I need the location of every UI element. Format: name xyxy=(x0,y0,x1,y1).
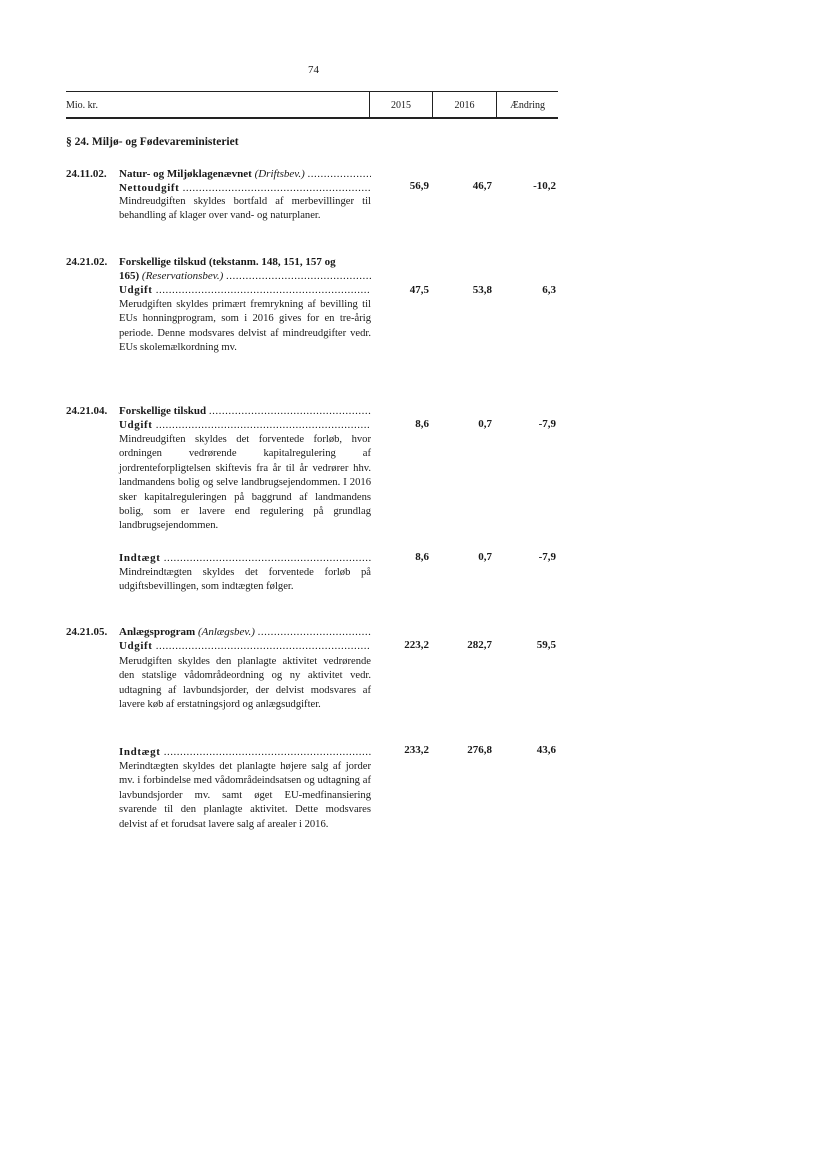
header-unit: Mio. kr. xyxy=(66,100,98,111)
item-description: Mindreudgiften skyldes bortfald af merbevillinger til behandling af klager over vand- og naturplaner. xyxy=(119,196,371,222)
item-label-text: Indtægt xyxy=(119,746,161,758)
entry-code: 24.21.05. xyxy=(66,626,108,638)
entry-title-text: Forskellige tilskud (tekstanm. 148, 151, 157 og xyxy=(119,256,336,268)
entry-title-text: Forskellige tilskud xyxy=(119,405,207,417)
value-change: -7,9 xyxy=(538,418,556,430)
value-2015: 233,2 xyxy=(404,744,429,756)
entry-title-line2 xyxy=(119,270,371,282)
item-label-text: Udgift xyxy=(119,419,153,431)
item-label xyxy=(119,640,371,652)
entry-title xyxy=(119,626,371,638)
entry-title xyxy=(119,168,371,180)
value-change: -7,9 xyxy=(538,551,556,563)
header-col-2015: 2015 xyxy=(391,100,411,111)
entry-title-italic: (Driftsbev.) xyxy=(254,168,305,180)
value-2016: 282,7 xyxy=(467,639,492,651)
entry-title-text: Natur- og Miljøklagenævnet xyxy=(119,168,252,180)
item-label xyxy=(119,746,371,758)
entry-code: 24.21.04. xyxy=(66,405,108,417)
item-label-text: Nettoudgift xyxy=(119,182,180,194)
item-description: Merindtægten skyldes det planlagte højere salg af jorder mv. i forbindelse med vådområdeindsatsen og udtagning af lavbundsjorder mv. samt øget EU-medfinansiering svarende til den planlagte aktivitet. Dette modsvares delvist af et forudsat lavere salg af arealer i 2016. xyxy=(119,761,371,830)
entry-title-text: Anlægsprogram xyxy=(119,626,196,638)
item-description: Merudgiften skyldes primært fremrykning af bevilling til EUs honningprogram, som i 2016 gives for en tre-årig periode. Denne modsvares delvist af mindreudgifter vedr. EUs skolemælkordning mv. xyxy=(119,299,371,354)
value-change: 43,6 xyxy=(536,744,556,756)
value-2015: 47,5 xyxy=(409,284,429,296)
entry-title-text: 165) xyxy=(119,270,140,282)
item-label-text: Udgift xyxy=(119,284,153,296)
value-2015: 223,2 xyxy=(404,639,429,651)
item-label xyxy=(119,419,371,431)
value-2016: 0,7 xyxy=(478,418,492,430)
item-label xyxy=(119,182,371,194)
entry-title xyxy=(119,256,371,268)
value-change: -10,2 xyxy=(533,180,556,192)
value-2016: 53,8 xyxy=(472,284,492,296)
section-title: § 24. Miljø- og Fødevareministeriet xyxy=(66,136,239,148)
entry-code: 24.21.02. xyxy=(66,256,108,268)
item-description: Mindreindtægten skyldes det forventede forløb på udgiftsbevillingen, som indtægten følger. xyxy=(119,567,371,593)
value-2016: 46,7 xyxy=(472,180,492,192)
value-2016: 276,8 xyxy=(467,744,492,756)
entry-title-italic: (Reservationsbev.) xyxy=(141,270,224,282)
value-2015: 56,9 xyxy=(409,180,429,192)
item-label xyxy=(119,552,371,564)
header-top-rule xyxy=(66,91,558,92)
header-bottom-rule xyxy=(66,117,558,119)
item-label-text: Indtægt xyxy=(119,552,161,564)
page-number: 74 xyxy=(308,64,319,76)
item-description: Mindreudgiften skyldes det forventede forløb, hvor ordningen vedrørende kapitalregulering af jordrenteforpligtelsen skiftevis fra år til år vedrører hhv. landmandens bolig og selve landbrugsejendommen. I 2016 sker kapitalreguleringen på baggrund af landmandens bolig, som er lavere end regulering på grundlag landbrugsejendommen. xyxy=(119,434,371,532)
value-change: 59,5 xyxy=(536,639,556,651)
header-col-change: Ændring xyxy=(510,100,545,111)
entry-title-italic: (Anlægsbev.) xyxy=(197,626,255,638)
value-2015: 8,6 xyxy=(415,551,429,563)
value-change: 6,3 xyxy=(542,284,556,296)
item-label xyxy=(119,284,371,296)
item-label-text: Udgift xyxy=(119,640,153,652)
value-2016: 0,7 xyxy=(478,551,492,563)
header-col-2016: 2016 xyxy=(454,100,475,111)
entry-code: 24.11.02. xyxy=(66,168,107,180)
value-2015: 8,6 xyxy=(415,418,429,430)
item-description: Merudgiften skyldes den planlagte aktivitet vedrørende den statslige vådområdeordning og ny aktivitet vedr. udtagning af lavbundsjorder, der delvist modsvares af lavere køb af erstatningsjord og anlægsudgifter. xyxy=(119,656,371,711)
entry-title xyxy=(119,405,371,417)
